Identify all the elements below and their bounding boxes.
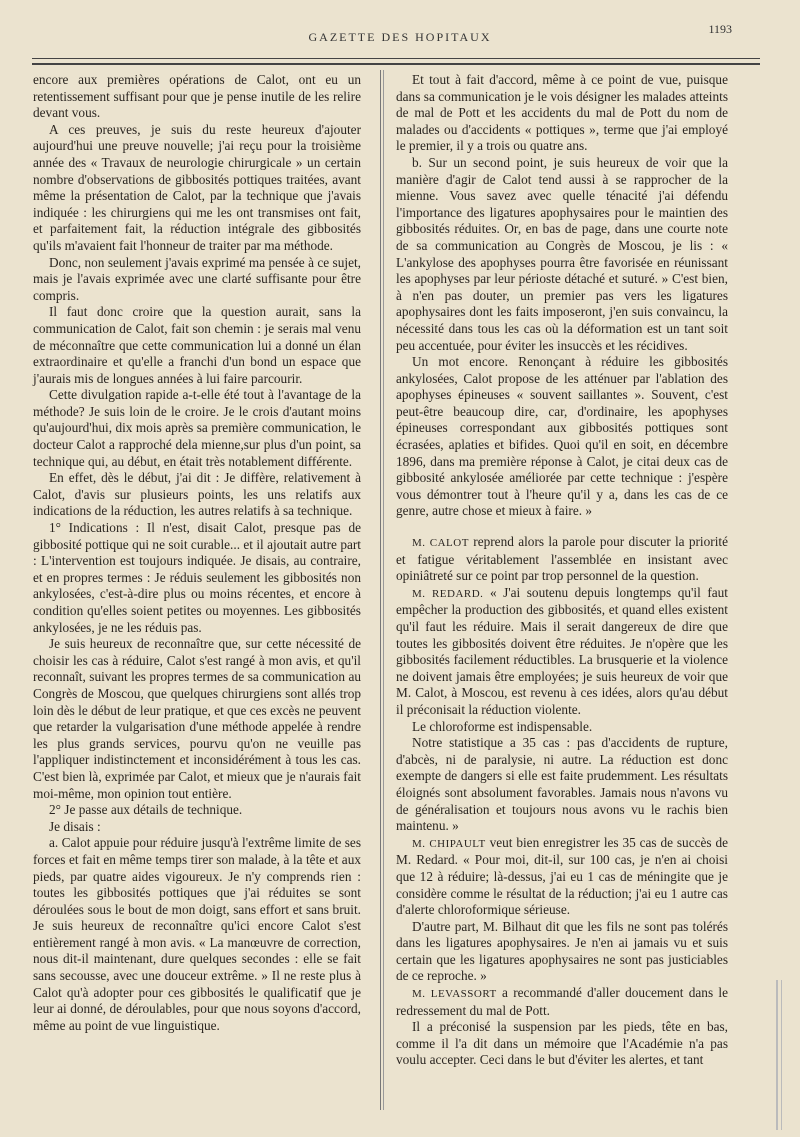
paragraph: Je disais : <box>49 818 101 834</box>
speaker-name: M. REDARD. <box>412 587 484 600</box>
speech-text: a recommandé d'aller doucement dans le redressement du mal de Pott. <box>396 985 729 1018</box>
speech-text: « J'ai soutenu depuis longtemps qu'il faut empêcher la production des gibbosités, et quand elles existent qu'il faut les réduire. Mais il serait dangereux de dire que toutes les gibbosités doivent être réduites. Je n'opère que les gibbosités facilement réductibles. La brusquerie et la violence ne doivent jamais être employées; je suis heureux de voir que M. Calot, à Moscou, est revenu à ces idées, alors qu'au début il préconisait la réduction violente. <box>396 584 728 717</box>
paragraph: encore aux premières opérations de Calot, ont eu un retentissement suffisant pour que je pense inutile de les relire devant vous. <box>33 72 361 121</box>
paragraph: Le chloroforme est indispensable. <box>412 718 593 734</box>
paragraph: Donc, non seulement j'avais exprimé ma pensée à ce sujet, mais je l'avais exprimée avec une clarté suffisante pour être compris. <box>33 254 361 303</box>
page-edge-mark <box>776 980 782 1130</box>
speaker-paragraph <box>396 534 728 585</box>
speaker-paragraph <box>396 585 728 719</box>
speech-text: reprend alors la parole pour discuter la priorité et fatigue véritablement l'assemblée en insistant avec opiniâtreté sur ce point par trop personnel de la question. <box>396 534 728 584</box>
speaker-paragraph <box>396 835 728 919</box>
page-number: 1193 <box>708 22 732 36</box>
speaker-paragraph <box>396 985 728 1019</box>
header-rule <box>32 58 760 59</box>
column-divider <box>380 70 384 1110</box>
paragraph: Notre statistique a 35 cas : pas d'accidents de rupture, d'abcès, ni de paralysie, ni autre. La réduction est donc exempte de dangers si elle est faite prudemment. Les résultats éloignés sont absolument favorables. Jamais nous n'avons vu de généralisation et toujours nous avons vu le rachis bien maintenu. » <box>396 735 728 834</box>
paragraph: A ces preuves, je suis du reste heureux d'ajouter aujourd'hui une preuve nouvelle; j'ai reçu pour la troisième année des « Travaux de neurologie chirurgicale » un certain nombre d'observations de gibbosités pottiques traitées, avant même la présentation de Calot, par la technique que j'avais indiquée : les chirurgiens qui me les ont transmises ont fait, et parfaitement fait, la réduction intégrale des gibbosités qu'ils m'avaient fait l'honneur de traiter par ma méthode. <box>33 121 361 253</box>
right-column <box>396 72 728 1069</box>
paragraph: Je suis heureux de reconnaître que, sur cette nécessité de choisir les cas à réduire, Calot s'est rangé à mon avis, et qu'il reconnaît, suivant les propres termes de sa communication au Congrès de Moscou, que quelques chirurgiens sont allés trop loin dès le début de leur pratique, et que ces excès ne peuvent que retarder la vulgarisation d'une méthode appelée à rendre les plus grands services, pourvu qu'on ne veuille pas l'appliquer indistinctement et inconsidérément à tous les cas. C'est bien là, exprimée par Calot, et mieux que je n'aurais fait moi-même, mon opinion tout entière. <box>33 636 361 801</box>
paragraph: Il a préconisé la suspension par les pieds, tête en bas, comme il l'a dit dans un mémoire que l'Académie n'a pas voulu accepter. Ceci dans le but d'éviter les alertes, et tant <box>396 1019 728 1068</box>
paragraph: Un mot encore. Renonçant à réduire les gibbosités ankylosées, Calot propose de les atténuer par l'ablation des apophyses épineuses « souvent saillantes ». Souvent, c'est peut-être beaucoup dire, car, d'ordinaire, les apophyses épineuses correspondant aux gibbosités pottiques sont écrasées, aplaties et bifides. Quoi qu'il en soit, en décembre 1896, dans ma première réponse à Calot, je citai deux cas de gibbosité ankylosée améliorée par cette technique : j'espère vous démontrer tout à l'heure qu'il y a, dans les cas de ce genre, autre chose et mieux à faire. » <box>396 354 728 519</box>
speaker-name: M. LEVASSORT <box>412 988 497 1001</box>
left-column <box>33 72 361 1034</box>
speaker-name: M. CALOT <box>412 537 469 550</box>
paragraph: 1° Indications : Il n'est, disait Calot, presque pas de gibbosité pottique qui ne soit curable... et il ajoutait autre part : L'intervention est toujours indiquée. Je disais, au contraire, et en propres termes : Je réduis seulement les gibbosités non ankylosées, c'est-à-dire plus ou moins récentes, et encore à condition qu'elles soient petites ou moyennes. Les gibbosités ankylosées, je ne les réduis pas. <box>33 520 361 635</box>
paragraph: Et tout à fait d'accord, même à ce point de vue, puisque dans sa communication je le vois désigner les malades atteints de mal de Pott et les accidents du mal de Pott du nom de malades ou d'accidents « pottiques », terme que j'ai employé le premier, il y a trois ou quatre ans. <box>396 72 728 154</box>
paragraph: D'autre part, M. Bilhaut dit que les fils ne sont pas tolérés dans les ligatures apophysaires. Je n'en ai jamais vu et suis certain que les ligatures apophysaires ne sont pas justiciables de ce reproche. » <box>396 918 728 984</box>
journal-title: GAZETTE DES HOPITAUX <box>308 30 492 44</box>
paragraph: b. Sur un second point, je suis heureux de voir que la manière d'agir de Calot tend aussi à se rapprocher de la mienne. Vous savez avec quelle ténacité j'ai défendu l'importance des ligatures apophysaires pour le maintien des gibbosités réduites. Or, en bas de page, dans une courte note de sa communication au Congrès de Moscou, je lis : « L'ankylose des apophyses pourra être favorisée en réunissant les apophyses par leur périoste détaché et suturé. » C'est bien, à n'en pas douter, un premier pas vers les ligatures apophysaires dont les faits imposeront, j'en suis convaincu, la nécessité dans tous les cas où la déformation est un tant soit peu accentuée, pour éviter les insuccès et les récidives. <box>396 154 728 353</box>
paragraph: En effet, dès le début, j'ai dit : Je diffère, relativement à Calot, d'avis sur plusieurs points, les uns relatifs aux indications de la réduction, les autres relatifs à sa technique. <box>33 470 361 519</box>
paragraph: 2° Je passe aux détails de technique. <box>49 802 243 818</box>
paragraph: a. Calot appuie pour réduire jusqu'à l'extrême limite de ses forces et fait en même temps tirer son malade, à la tête et aux pieds, par quatre aides vigoureux. Je n'y comprends rien : toutes les gibbosités pottiques que j'ai réduites se sont déroulées sous le bout de mon doigt, sans effort et sans bruit. Je suis heureux de reconnaître qu'ici encore Calot s'est entièrement rangé à mon avis. « La manœuvre de correction, nous dit-il maintenant, dure quelques secondes : elle se fait sans secousse, avec une douceur extrême. » Il ne reste plus à Calot qu'à adopter pour ces gibbosités le qualificatif que je leur ai donné, de déroulables, pour que nous soyons d'accord, même au point de vue linguistique. <box>33 835 361 1033</box>
speech-text: veut bien enregistrer les 35 cas de succès de M. Redard. « Pour moi, dit-il, sur 100 cas, je n'en ai choisi que 12 à réduire; là-dessus, j'ai eu 1 cas de méningite que je considère comme le résultat de la réduction; j'ai eu 1 autre cas d'alerte chloroformique sérieuse. <box>396 834 728 918</box>
header-rule-thick <box>32 63 760 65</box>
paragraph: Cette divulgation rapide a-t-elle été tout à l'avantage de la méthode? Je suis loin de le croire. Je le crois d'autant moins qu'aujourd'hui, dix mois après sa première communication, le docteur Calot a rapproché dela mienne,sur plus d'un point, sa technique qui, au début, en était très notablement différente. <box>33 387 361 469</box>
paragraph: Il faut donc croire que la question aurait, sans la communication de Calot, fait son chemin : je serais mal venu de méconnaître que cette communication lui a donné un élan extraordinaire et qu'elle a franchi d'un bond un espace que j'aurais mis de longues années à lui faire parcourir. <box>33 304 361 386</box>
speaker-name: M. CHIPAULT <box>412 837 486 850</box>
